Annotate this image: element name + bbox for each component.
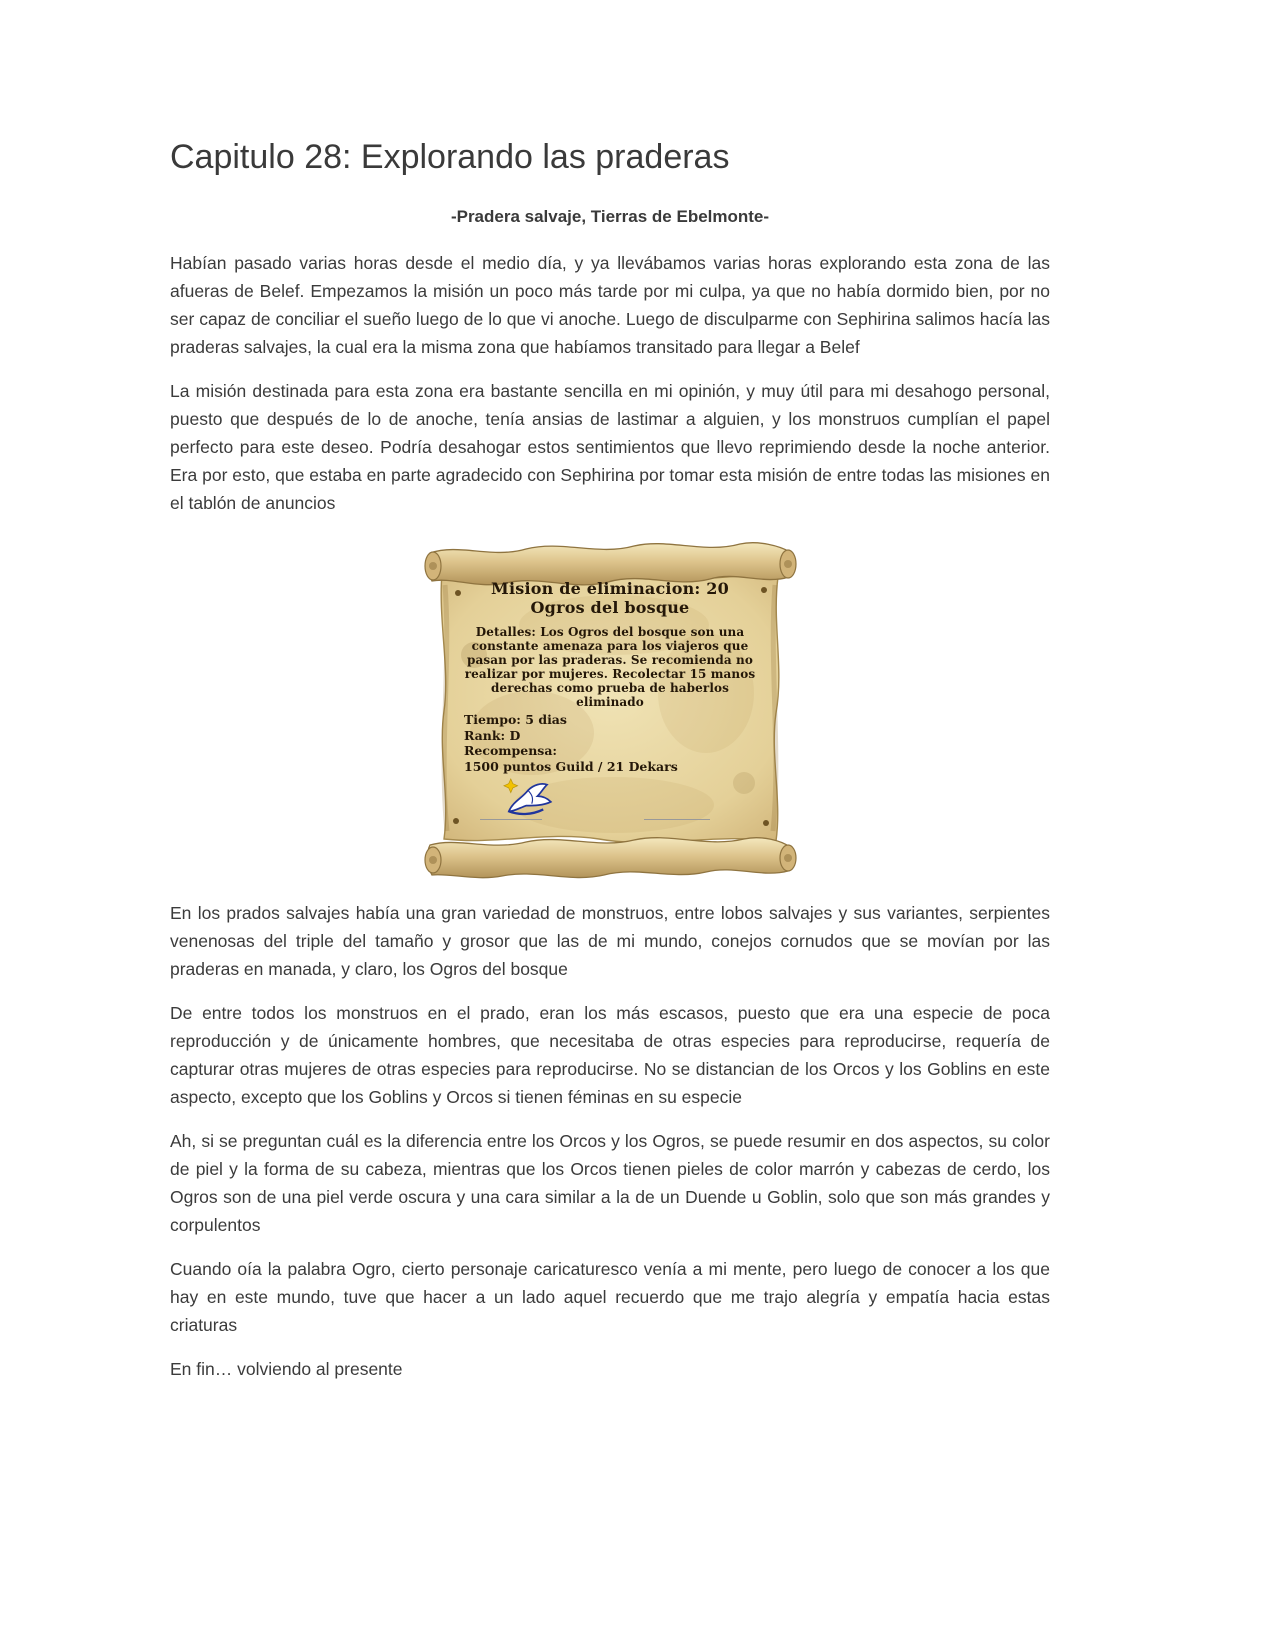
quest-time: Tiempo: 5 dias: [464, 712, 567, 727]
quest-meta: [464, 712, 756, 774]
guild-bird-emblem-icon: [498, 777, 556, 819]
paragraph: Habían pasado varias horas desde el medio día, y ya llevábamos varias horas explorando esta zona de las afueras de Belef. Empezamos la misión un poco más tarde por mi culpa, ya que no había dormido bien, por no ser capaz de conciliar el sueño luego de lo que vi anoche. Luego de disculparme con Sephirina salimos hacía las praderas salvajes, la cual era la misma zona que habíamos transitado para llegar a Belef: [170, 253, 1050, 357]
paragraph: La misión destinada para esta zona era bastante sencilla en mi opinión, y muy útil para mi desahogo personal, puesto que después de lo de anoche, tenía ansias de lastimar a alguien, y los monstruos cumplían el papel perfecto para este deseo. Podría desahogar estos sentimientos que llevo reprimiendo desde la noche anterior. Era por esto, que estaba en parte agradecido con Sephirina por tomar esta misión de entre todas las misiones en el tablón de anuncios: [170, 381, 1050, 513]
paragraph: Cuando oía la palabra Ogro, cierto personaje caricaturesco venía a mi mente, pero luego de conocer a los que hay en este mundo, tuve que hacer a un lado aquel recuerdo que me trajo alegría y empatía hacia estas criaturas: [170, 1259, 1050, 1335]
chapter-title: Capitulo 28: Explorando las praderas: [170, 138, 730, 176]
paragraph: De entre todos los monstruos en el prado, eran los más escasos, puesto que era una especie de poca reproducción y de únicamente hombres, que necesitaba de otras especies para reproducirse, requería de capturar otras mujeres de otras especies para reproducirse. No se distancian de los Orcos y los Goblins en este aspecto, excepto que los Goblins y Orcos si tienen féminas en su especie: [170, 1003, 1050, 1107]
quest-reward-value: 1500 puntos Guild / 21 Dekars: [464, 758, 678, 774]
quest-details: Detalles: Los Ogros del bosque son una constante amenaza para los viajeros que pasan por las praderas. Se recomienda no realizar por mujeres. Recolectar 15 manos derechas como prueba de haberlos eliminado: [464, 625, 756, 709]
quest-reward-label: Recompensa:: [464, 743, 558, 758]
paragraph: En fin… volviendo al presente: [170, 1359, 403, 1379]
paragraph: En los prados salvajes había una gran variedad de monstruos, entre lobos salvajes y sus variantes, serpientes venenosas del triple del tamaño y grosor que las de mi mundo, conejos cornudos que se movían por las praderas en manada, y claro, los Ogros del bosque: [170, 903, 1050, 979]
quest-scroll-figure: [170, 533, 1050, 881]
location-subtitle: -Pradera salvaje, Tierras de Ebelmonte-: [450, 207, 770, 226]
quest-notice: [414, 533, 806, 881]
signature-line-left: [480, 819, 542, 820]
quest-title-line1: Mision de eliminacion: 20: [491, 579, 729, 598]
document-page: [170, 0, 1050, 1459]
signature-line-right: [644, 819, 710, 820]
paragraph: Ah, si se preguntan cuál es la diferencia entre los Orcos y los Ogros, se puede resumir en dos aspectos, su color de piel y la forma de su cabeza, mientras que los Orcos tienen pieles de color marrón y cabezas de cerdo, los Ogros son de una piel verde oscura y una cara similar a la de un Duende u Goblin, solo que son más grandes y corpulentos: [170, 1131, 1050, 1235]
quest-title-line2: Ogros del bosque: [530, 598, 690, 617]
parchment-scroll: [414, 533, 806, 881]
quest-title: [464, 579, 756, 617]
quest-rank: Rank: D: [464, 727, 521, 743]
